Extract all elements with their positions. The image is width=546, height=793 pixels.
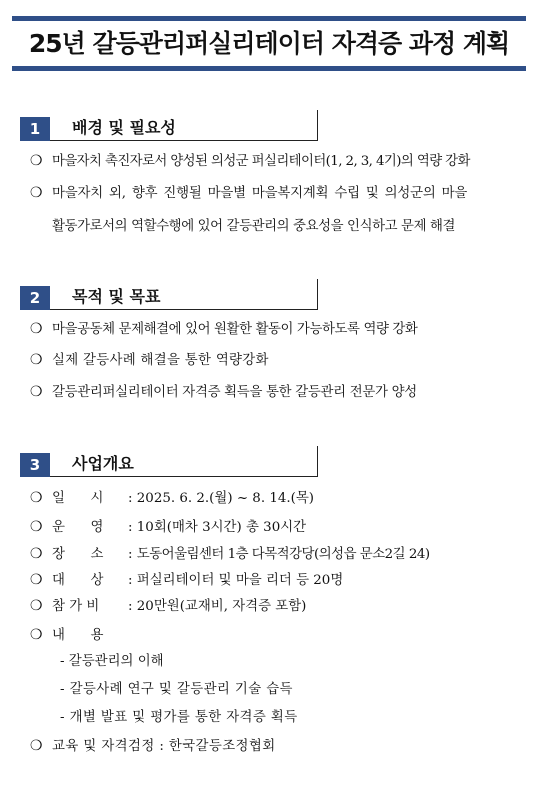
title-rule-bottom (12, 66, 526, 71)
item-continuation: 활동가로서의 역할수행에 있어 갈등관리의 중요성을 인식하고 문제 해결 (52, 219, 456, 234)
circle-bullet-icon: ❍ (30, 384, 43, 400)
row-colon: : (128, 599, 137, 614)
list-item (30, 184, 530, 203)
row-value: 20만원(교재비, 자격증 포함) (136, 599, 307, 614)
section-underline (50, 140, 318, 141)
section-number-badge: 1 (20, 117, 50, 141)
section-number-badge: 2 (20, 286, 50, 310)
list-item (30, 320, 530, 339)
list-item (30, 152, 530, 171)
list-item (30, 383, 530, 402)
content-sub-item: - 개별 발표 및 평가를 통한 자격증 획득 (60, 710, 298, 725)
row-label: 내 용 (52, 628, 104, 643)
item-text: 교육 및 자격검정 : 한국갈등조정협회 (52, 739, 276, 754)
overview-row-location (30, 545, 530, 564)
row-colon: : (128, 520, 137, 535)
row-colon: : (128, 491, 137, 506)
circle-bullet-icon: ❍ (30, 490, 43, 506)
overview-row-target (30, 571, 530, 590)
content-sub-item: - 갈등사례 연구 및 갈등관리 기술 습득 (60, 682, 293, 697)
overview-row-operation (30, 518, 530, 537)
item-text: 마을공동체 문제해결에 있어 원활한 활동이 가능하도록 역량 강화 (52, 322, 418, 337)
overview-row-schedule (30, 489, 530, 508)
section-number-badge: 3 (20, 453, 50, 477)
circle-bullet-icon: ❍ (30, 519, 43, 535)
row-label: 운 영 (52, 520, 104, 535)
item-text: 마을자치 외, 향후 진행될 마을별 마을복지계획 수립 및 의성군의 마을 (52, 186, 468, 201)
circle-bullet-icon: ❍ (30, 598, 43, 614)
row-label: 장 소 (52, 547, 104, 562)
section-underline (50, 309, 318, 310)
list-item (30, 737, 530, 756)
circle-bullet-icon: ❍ (30, 572, 43, 588)
section-divider (317, 110, 318, 141)
section-divider (317, 446, 318, 477)
circle-bullet-icon: ❍ (30, 546, 43, 562)
circle-bullet-icon: ❍ (30, 627, 43, 643)
section-title: 배경 및 필요성 (72, 118, 176, 137)
row-value: 도동어울림센터 1층 다목적강당(의성읍 문소2길 24) (136, 547, 430, 562)
circle-bullet-icon: ❍ (30, 185, 43, 201)
row-label: 일 시 (52, 491, 104, 506)
item-text: 갈등관리퍼실리테이터 자격증 획득을 통한 갈등관리 전문가 양성 (52, 385, 417, 400)
row-value: 2025. 6. 2.(월) ~ 8. 14.(목) (136, 491, 315, 506)
circle-bullet-icon: ❍ (30, 738, 43, 754)
list-item (30, 351, 530, 370)
row-label: 대 상 (52, 573, 104, 588)
content-sub-item: - 갈등관리의 이해 (60, 654, 164, 669)
overview-row-content (30, 626, 530, 645)
section-divider (317, 279, 318, 310)
page-title: 25년 갈등관리퍼실리테이터 자격증 과정 계획 (28, 29, 510, 58)
section-underline (50, 476, 318, 477)
row-colon: : (128, 573, 137, 588)
row-value: 10회(매차 3시간) 총 30시간 (136, 520, 307, 535)
row-value: 퍼실리테이터 및 마을 리더 등 20명 (136, 573, 344, 588)
circle-bullet-icon: ❍ (30, 321, 43, 337)
section-title: 사업개요 (72, 454, 134, 473)
title-rule-top (12, 16, 526, 21)
item-text: 실제 갈등사례 해결을 통한 역량강화 (52, 353, 269, 368)
item-text: 마을자치 촉진자로서 양성된 의성군 퍼실리테이터(1, 2, 3, 4기)의 역량 강화 (52, 154, 470, 169)
row-label: 참 가 비 (52, 599, 100, 614)
circle-bullet-icon: ❍ (30, 153, 43, 169)
section-title: 목적 및 목표 (72, 287, 161, 306)
overview-row-fee (30, 597, 530, 616)
circle-bullet-icon: ❍ (30, 352, 43, 368)
row-colon: : (128, 547, 137, 562)
